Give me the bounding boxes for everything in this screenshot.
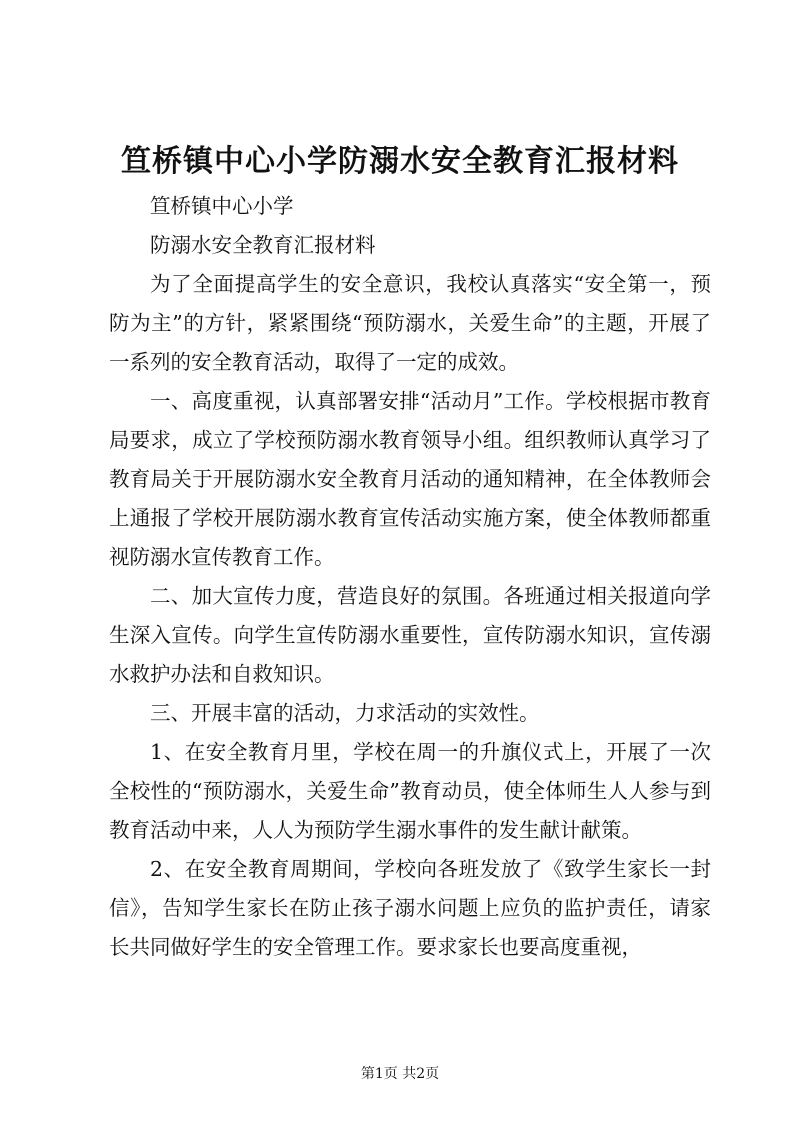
- subtitle-line: 防溺水安全教育汇报材料: [150, 233, 376, 257]
- page-number-footer: 第1页 共2页: [360, 1066, 440, 1082]
- section-two-paragraph: 二、加大宣传力度，营造良好的氛围。各班通过相关报道向学生深入宣传。向学生宣传防溺水重要性，宣传防溺水知识，宣传溺水救护办法和自救知识。: [109, 584, 711, 686]
- activity-two-paragraph: 2、在安全教育周期间，学校向各班发放了《致学生家长一封信》，告知学生家长在防止孩子溺水问题上应负的监护责任，请家长共同做好学生的安全管理工作。要求家长也要高度重视，: [109, 857, 711, 959]
- section-one-paragraph: 一、高度重视，认真部署安排“活动月”工作。学校根据市教育局要求，成立了学校预防溺水教育领导小组。组织教师认真学习了教育局关于开展防溺水安全教育月活动的通知精神，在全体教师会上通报了学校开展防溺水教育宣传活动实施方案，使全体教师都重视防溺水宣传教育工作。: [109, 389, 711, 569]
- school-name-line: 笪桥镇中心小学: [150, 194, 294, 218]
- activity-one-paragraph: 1、在安全教育月里，学校在周一的升旗仪式上，开展了一次全校性的“预防溺水，关爱生命”教育动员，使全体师生人人参与到教育活动中来，人人为预防学生溺水事件的发生献计献策。: [109, 740, 711, 842]
- section-three-heading: 三、开展丰富的活动，力求活动的实效性。: [150, 701, 540, 725]
- intro-paragraph: 为了全面提高学生的安全意识，我校认真落实“安全第一，预防为主”的方针，紧紧围绕“预防溺水，关爱生命”的主题，开展了一系列的安全教育活动，取得了一定的成效。: [109, 272, 711, 374]
- document-body: [109, 187, 711, 967]
- document-title: 笪桥镇中心小学防溺水安全教育汇报材料: [121, 144, 679, 179]
